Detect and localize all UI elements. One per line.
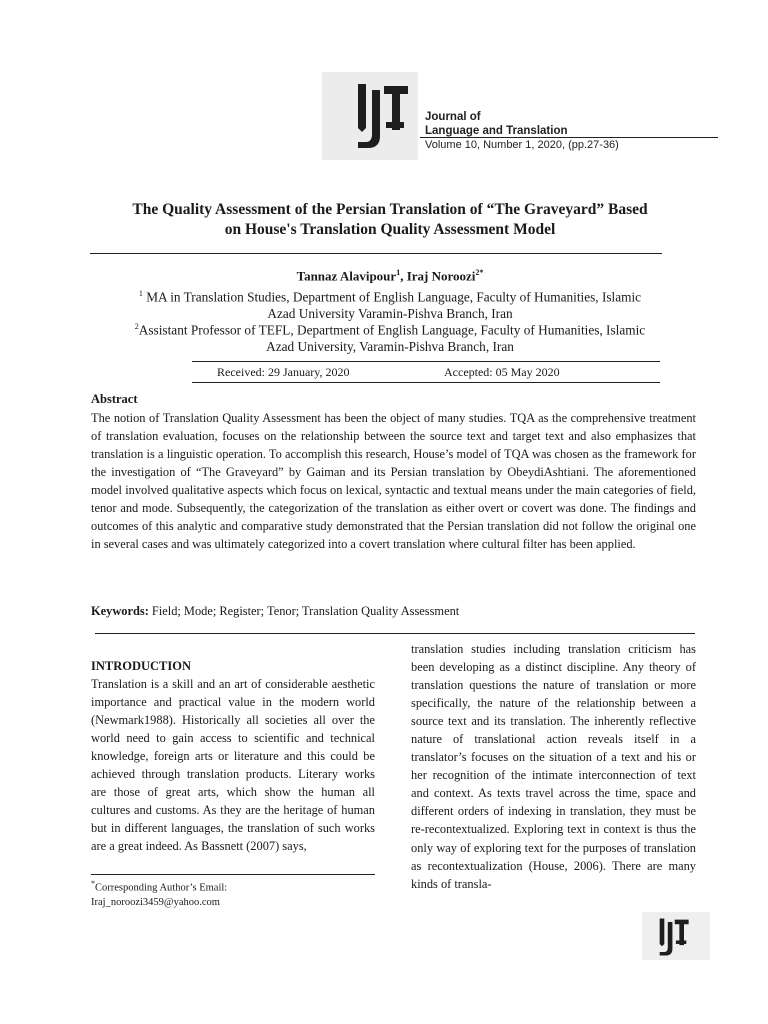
keywords-text: Field; Mode; Register; Tenor; Translation Quality Assessment — [148, 604, 460, 618]
journal-name-line2: Language and Translation — [425, 125, 568, 137]
author-1: Tannaz Alavipour — [296, 268, 397, 284]
affiliation-2-sup: 2 — [134, 322, 139, 331]
title-line2: on House's Translation Quality Assessment Model — [224, 221, 556, 238]
affiliation-2-line1: Assistant Professor of TEFL, Department of English Language, Faculty of Humanities, Islamic — [138, 322, 646, 338]
abstract-text: The notion of Translation Quality Assessment has been the object of many studies. TQA as the comprehensive treatment of translation evaluation, focuses on the relationship between the source text and target text and also emphasizes that translation is a linguistic operation. To accomplish this research, House’s model of TQA was chosen as the framework for the investigation of “The Graveyard” by Gaiman and its Persian translation by ObeydiAshtiani. The aforementioned model involved qualitative aspects which focus on lexical, syntactic and textual means under the main categories of field, tenor and mode. Subsequently, the categorization of the translation as either overt or covert was done. The findings and outcomes of this analytic and comparative study demonstrated that the Persian translation did not follow the original one in several cases and was ultimately categorized into a covert translation where cultural filter has been applied. — [91, 411, 696, 552]
dates-top-rule — [192, 361, 660, 362]
author-1-sup: 1 — [396, 268, 401, 277]
affiliation-2-line2: Azad University, Varamin-Pishva Branch, Iran — [266, 339, 514, 355]
title-line1: The Quality Assessment of the Persian Translation of “The Graveyard” Based — [132, 201, 648, 218]
keywords-label: Keywords: — [91, 604, 149, 618]
author-list — [90, 268, 690, 284]
keywords — [91, 604, 459, 619]
body-left-column — [91, 657, 375, 856]
footnote-label: Corresponding Author’s Email: — [95, 882, 228, 894]
affiliation-1 — [80, 285, 700, 322]
journal-name — [425, 110, 568, 138]
paper-title — [80, 200, 700, 240]
keywords-divider — [95, 633, 695, 634]
footnote-email: Iraj_noroozi3459@yahoo.com — [91, 896, 220, 908]
journal-logo — [350, 78, 412, 154]
header-divider — [420, 137, 718, 138]
affiliation-1-line2: Azad University Varamin-Pishva Branch, Iran — [267, 306, 513, 322]
left-column-text: Translation is a skill and an art of considerable aesthetic importance and practical value in the modern world (Newmark1988). Historically all societies all over the world need to gain access to scientific and technical knowledge, foreign arts or literature and this could be achieved through translation products. Literary works are those of great arts, which show the human all cultures and customs. As they are the heritage of human but in different languages, the translation of such works are a great indeed. As Bassnett (2007) says, — [91, 677, 375, 854]
dates-bottom-rule — [192, 382, 660, 383]
footnote-mark: * — [91, 879, 95, 888]
body-right-column: translation studies including translation criticism has been developing as a distinct discipline. Any theory of translation questions the nature of translation or more specifically, the nature of the relationship between a source text and its translation. The inherently reflective nature of translational action reveals itself in a translator’s focuses on the situation of a text and his or her recognition of the intimate interconnection of text and context. As texts travel across the time, space and different orders of indexing in translation, they must be re-recontextualized. Exploring text in context is thus the only way of exploring text for the purposes of translation as recontextualization (House, 2006). There are many kinds of transla- — [411, 642, 696, 891]
received-date: Received: 29 January, 2020 — [217, 365, 350, 379]
author-2-sup: 2* — [475, 268, 484, 277]
title-divider — [90, 253, 662, 254]
accepted-date: Accepted: 05 May 2020 — [444, 365, 560, 379]
volume-info: Volume 10, Number 1, 2020, (pp.27-36) — [425, 139, 619, 151]
affiliation-1-line1: MA in Translation Studies, Department of English Language, Faculty of Humanities, Islamic — [142, 289, 642, 305]
author-separator: , — [400, 268, 407, 284]
footnote-divider — [91, 874, 375, 875]
journal-name-line1: Journal of — [425, 111, 481, 123]
footer-logo — [655, 915, 691, 959]
author-2: Iraj Noroozi — [406, 268, 476, 284]
affiliation-1-sup: 1 — [138, 289, 143, 298]
abstract-heading: Abstract — [91, 392, 138, 406]
affiliation-2 — [80, 318, 700, 355]
footnote — [91, 877, 227, 910]
introduction-heading: INTRODUCTION — [91, 659, 192, 673]
